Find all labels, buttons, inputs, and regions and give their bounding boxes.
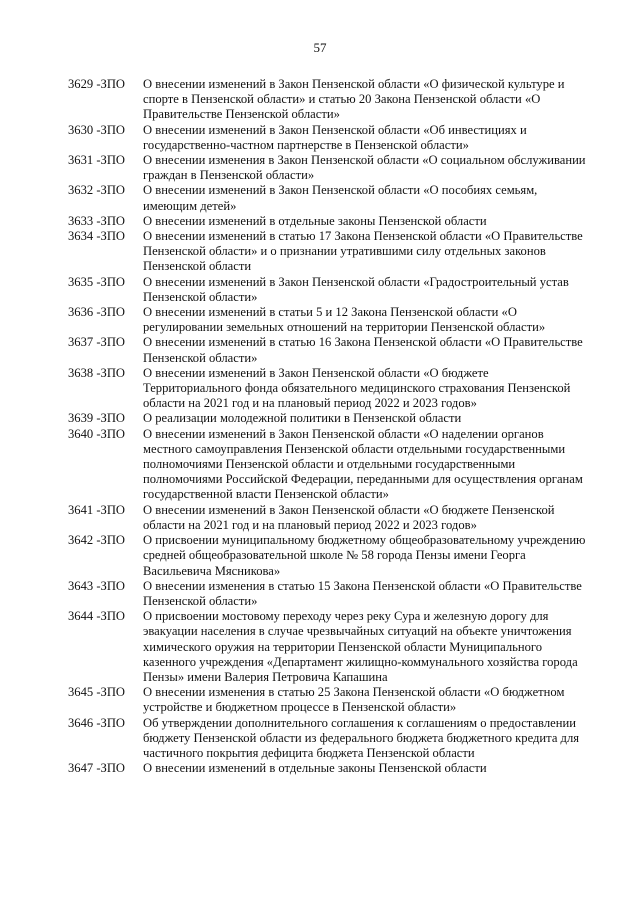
law-entry — [68, 685, 588, 715]
law-title: Об утверждении дополнительного соглашения к соглашениям о предоставлении бюджету Пензенской области из федерального бюджета бюджетного кредита для частичного покрытия дефицита бюджета Пензенской области — [143, 715, 580, 760]
law-title: О внесении изменений в Закон Пензенской области «Об инвестициях и государственно-частном партнерстве в Пензенской области» — [143, 122, 527, 152]
law-title: О внесении изменений в отдельные законы Пензенской области — [143, 213, 487, 228]
law-title: О внесении изменений в Закон Пензенской области «О наделении органов местного самоуправления Пензенской области отдельными государственными полномочиями Пензенской области и отдельными государственными полномочиями Российской Федерации, переданными для осуществления органам государственной власти Пензенской области» — [143, 426, 583, 502]
law-number: 3631 -ЗПО — [68, 153, 126, 168]
law-entry — [68, 275, 588, 305]
law-number: 3629 -ЗПО — [68, 77, 126, 91]
law-entry — [68, 609, 588, 685]
law-title: О внесении изменений в Закон Пензенской области «О бюджете Территориального фонда обязательного медицинского страхования Пензенской области на 2021 год и на плановый период 2022 и 2023 годов» — [143, 365, 571, 411]
law-number: 3645 -ЗПО — [68, 685, 126, 700]
law-title: О внесении изменения в статью 25 Закона Пензенской области «О бюджетном устройстве и бюджетном процессе в Пензенской области» — [143, 685, 565, 715]
law-number: 3635 -ЗПО — [68, 274, 126, 289]
law-number: 3637 -ЗПО — [68, 335, 126, 350]
law-number: 3634 -ЗПО — [68, 229, 126, 244]
law-number: 3636 -ЗПО — [68, 305, 126, 320]
law-entry — [68, 123, 588, 153]
law-number: 3641 -ЗПО — [68, 502, 126, 517]
law-title: О внесении изменений в Закон Пензенской области «О физической культуре и спорте в Пензенской области» и статью 20 Закона Пензенской области «О Правительстве Пензенской области» — [143, 77, 565, 122]
law-entry — [68, 503, 588, 533]
law-title: О присвоении муниципальному бюджетному общеобразовательному учреждению средней общеобразовательной школе № 58 города Пензы имени Георга Васильевича Мясникова» — [143, 533, 586, 578]
law-entry — [68, 183, 588, 213]
law-title: О реализации молодежной политики в Пензенской области — [143, 411, 462, 426]
law-number: 3647 -ЗПО — [68, 761, 126, 776]
law-entry — [68, 214, 588, 229]
law-entry — [68, 716, 588, 762]
law-number: 3646 -ЗПО — [68, 715, 126, 730]
law-entry — [68, 366, 588, 412]
law-entry — [68, 335, 588, 365]
law-number: 3638 -ЗПО — [68, 365, 126, 380]
law-number: 3644 -ЗПО — [68, 609, 126, 624]
page-number: 57 — [313, 40, 327, 55]
law-entry — [68, 427, 588, 503]
law-entry — [68, 77, 588, 123]
law-entry — [68, 305, 588, 335]
law-number: 3630 -ЗПО — [68, 122, 126, 137]
law-entry — [68, 411, 588, 426]
law-number: 3633 -ЗПО — [68, 213, 126, 228]
law-title: О присвоении мостовому переходу через реку Сура и железную дорогу для эвакуации населения в случае чрезвычайных ситуаций на объекте уничтожения химического оружия на территории Пензенской области Муниципального казенного учреждения «Департамент жилищно-коммунального хозяйства города Пензы» имени Валерия Петровича Капашина — [143, 609, 578, 684]
law-title: О внесении изменений в статьи 5 и 12 Закона Пензенской области «О регулировании земельных отношений на территории Пензенской области» — [143, 305, 546, 335]
law-number: 3639 -ЗПО — [68, 411, 126, 426]
law-number: 3643 -ЗПО — [68, 578, 126, 593]
law-entry — [68, 533, 588, 579]
law-title: О внесении изменений в отдельные законы Пензенской области — [143, 761, 487, 776]
law-number: 3642 -ЗПО — [68, 533, 126, 548]
law-title: О внесении изменений в Закон Пензенской области «Градостроительный устав Пензенской области» — [143, 274, 569, 304]
law-title: О внесении изменений в Закон Пензенской области «О пособиях семьям, имеющим детей» — [143, 183, 538, 213]
law-title: О внесении изменений в статью 17 Закона Пензенской области «О Правительстве Пензенской области» и о признании утратившими силу отдельных законов Пензенской области — [143, 229, 583, 274]
law-title: О внесении изменений в статью 16 Закона Пензенской области «О Правительстве Пензенской области» — [143, 335, 583, 365]
law-title: О внесении изменения в статью 15 Закона Пензенской области «О Правительстве Пензенской области» — [143, 578, 582, 608]
law-number: 3632 -ЗПО — [68, 183, 126, 198]
law-title: О внесении изменения в Закон Пензенской области «О социальном обслуживании граждан в Пензенской области» — [143, 153, 586, 183]
law-entry — [68, 579, 588, 609]
law-list — [68, 77, 588, 776]
law-title: О внесении изменений в Закон Пензенской области «О бюджете Пензенской области на 2021 год и на плановый период 2022 и 2023 годов» — [143, 502, 555, 532]
law-entry — [68, 153, 588, 183]
law-number: 3640 -ЗПО — [68, 426, 126, 441]
law-entry — [68, 229, 588, 275]
law-entry — [68, 761, 588, 776]
